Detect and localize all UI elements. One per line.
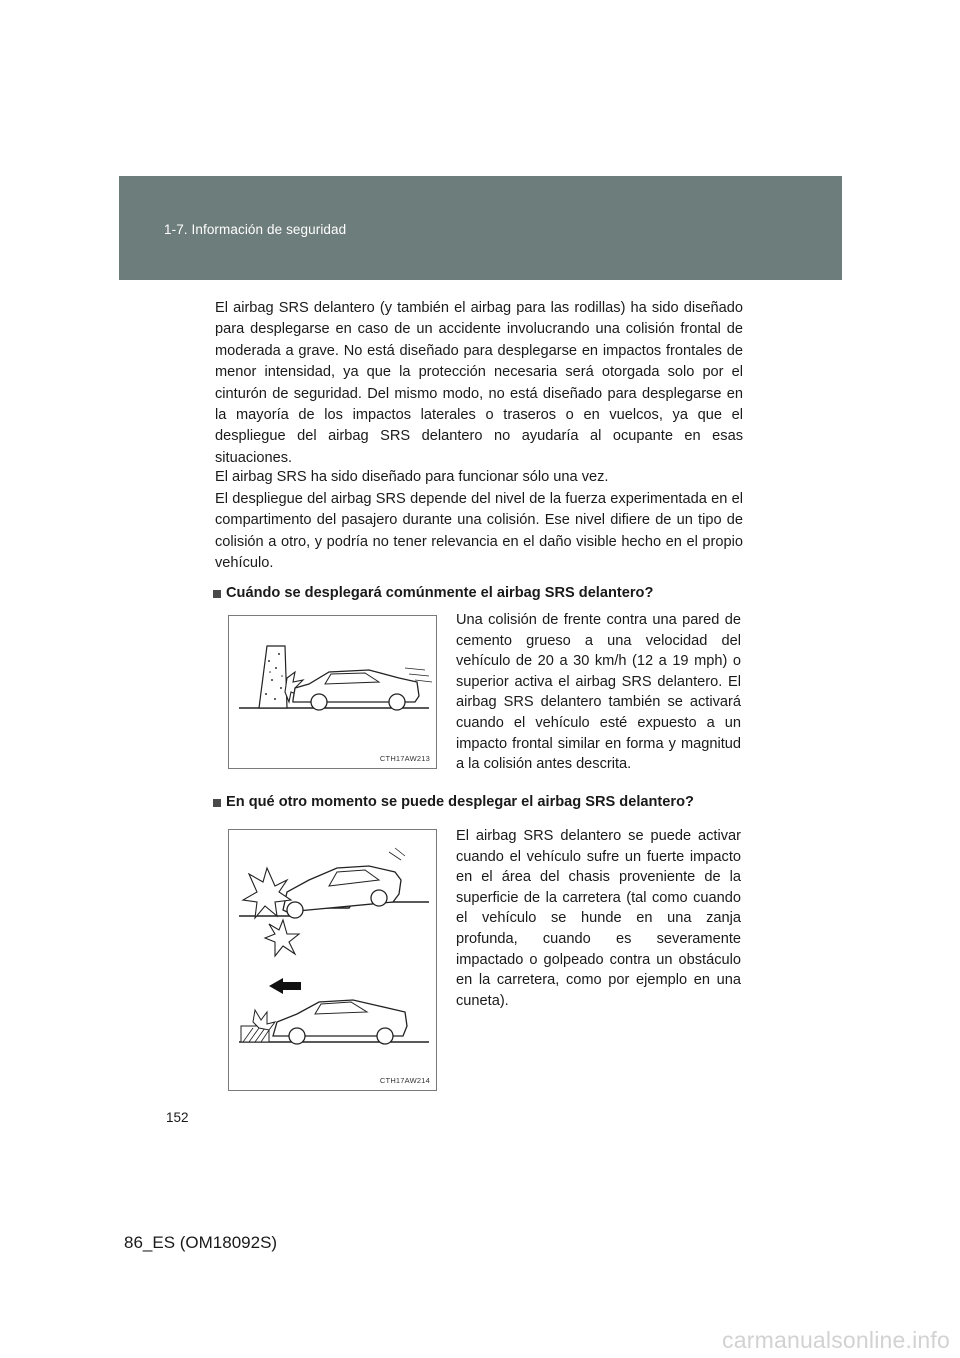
subheading-text: En qué otro momento se puede desplegar el airbag SRS delantero? <box>226 794 694 810</box>
frontal-collision-description: Una colisión de frente contra una pared de cemento grueso a una velocidad del vehículo de 20 a 30 km/h (12 a 19 mph) o superior activa el airbag SRS delantero. El airbag SRS delantero también se activará cuando el vehículo esté expuesto a un impacto frontal similar en forma y magnitud a la colisión antes descrita. <box>456 612 741 773</box>
figure-code: CTH17AW213 <box>379 754 430 763</box>
other-deployment-description: El airbag SRS delantero se puede activar cuando el vehículo sufre un fuerte impacto en el área del chasis proveniente de la superficie de la carretera (tal como cuando el vehículo se hunde en una zanja profunda, cuando es severamente impactado o golpeado contra un obstáculo en la carretera, como por ejemplo en una cuneta). <box>456 828 741 1009</box>
square-bullet-icon <box>213 590 221 598</box>
wall-collision-illustration <box>229 616 436 768</box>
square-bullet-icon <box>213 799 221 807</box>
paragraph-3: El despliegue del airbag SRS depende del nivel de la fuerza experimentada en el compartimento del pasajero durante una colisión. Ese nivel difiere de un tipo de colisión a otro, y podría no tener relevancia en el daño visible hecho en el propio vehículo. <box>215 491 743 572</box>
undercarriage-impact-illustration <box>229 830 436 1090</box>
paragraph-2: El airbag SRS ha sido diseñado para funcionar sólo una vez. <box>215 469 609 485</box>
document-id: 86_ES (OM18092S) <box>124 1233 278 1252</box>
figure-undercarriage-impact <box>228 829 437 1091</box>
figure-wall-collision <box>228 615 437 769</box>
header-band <box>119 176 842 280</box>
figure-code: CTH17AW214 <box>379 1076 430 1085</box>
paragraph-1: El airbag SRS delantero (y también el airbag para las rodillas) ha sido diseñado para desplegarse en caso de un accidente involucrando una colisión frontal de moderada a grave. No está diseñado para desplegarse en impactos frontales de menor intensidad, ya que la protección necesaria será otorgada solo por el cinturón de seguridad. Del mismo modo, no está diseñado para desplegarse en la mayoría de los impactos laterales o traseros o en vuelcos, ya que el despliegue del airbag SRS delantero no ayudaría al ocupante en esas situaciones. <box>215 300 743 466</box>
body-paragraph-1 <box>215 298 743 478</box>
section-title: 1-7. Información de seguridad <box>164 222 347 237</box>
subheading-other-deployment <box>213 794 694 810</box>
watermark: carmanualsonline.info <box>722 1327 950 1353</box>
subheading-text: Cuándo se desplegará comúnmente el airbag SRS delantero? <box>226 585 654 601</box>
page-number: 152 <box>166 1110 189 1125</box>
subheading-frontal-collision <box>213 585 653 601</box>
body-paragraph-3 <box>215 489 743 584</box>
